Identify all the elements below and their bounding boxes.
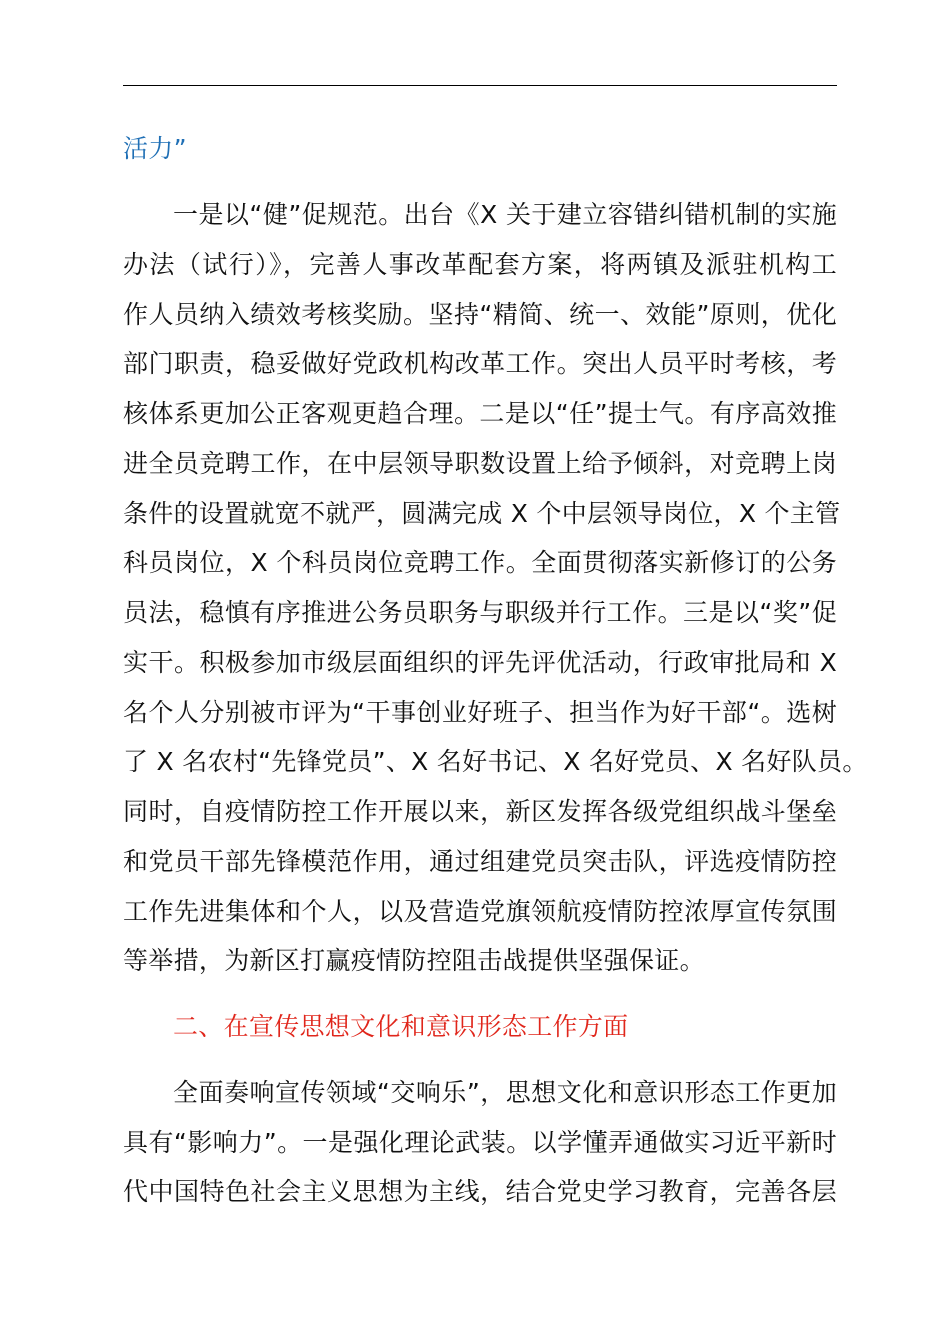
paragraph-1-line: 作人员纳入绩效考核奖励。坚持“精简、统一、效能”原则，优化 [123, 300, 837, 329]
paragraph-1-line: 进全员竞聘工作，在中层领导职数设置上给予倾斜，对竞聘上岗 [123, 449, 837, 478]
paragraph-1-line: 一是以“健”促规范。出台《X 关于建立容错纠错机制的实施 [173, 200, 837, 229]
paragraph-1-line: 工作先进集体和个人，以及营造党旗领航疫情防控浓厚宣传氛围 [123, 897, 837, 926]
paragraph-1-line: 核体系更加公正客观更趋合理。二是以“任”提士气。有序高效推 [123, 399, 837, 428]
paragraph-1-line: 办法（试行）》，完善人事改革配套方案，将两镇及派驻机构工 [123, 250, 837, 279]
paragraph-2-line: 全面奏响宣传领域“交响乐”，思想文化和意识形态工作更加 [173, 1078, 837, 1107]
section-heading: 二、在宣传思想文化和意识形态工作方面 [173, 1012, 629, 1041]
paragraph-1-line: 部门职责，稳妥做好党政机构改革工作。突出人员平时考核，考 [123, 349, 837, 378]
header-rule [123, 85, 837, 86]
paragraph-1-line: 名个人分别被市评为“干事创业好班子、担当作为好干部“。选树 [123, 698, 837, 727]
paragraph-1-line: 员法，稳慎有序推进公务员职务与职级并行工作。三是以“奖”促 [123, 598, 837, 627]
paragraph-1-line: 同时，自疫情防控工作开展以来，新区发挥各级党组织战斗堡垒 [123, 797, 837, 826]
paragraph-1-line: 等举措，为新区打赢疫情防控阻击战提供坚强保证。 [123, 946, 705, 975]
paragraph-1-line: 了 X 名农村“先锋党员”、X 名好书记、X 名好党员、X 名好队员。 [123, 747, 868, 776]
paragraph-1-line: 条件的设置就宽不就严，圆满完成 X 个中层领导岗位，X 个主管 [123, 499, 841, 528]
paragraph-1-line: 和党员干部先锋模范作用，通过组建党员突击队，评选疫情防控 [123, 847, 837, 876]
paragraph-1-line: 科员岗位，X 个科员岗位竞聘工作。全面贯彻落实新修订的公务 [123, 548, 837, 577]
continuation-heading: 活力” [123, 134, 187, 163]
paragraph-2-line: 具有“影响力”。一是强化理论武装。以学懂弄通做实习近平新时 [123, 1128, 837, 1157]
paragraph-1-line: 实干。积极参加市级层面组织的评先评优活动，行政审批局和 X [123, 648, 837, 677]
paragraph-2-line: 代中国特色社会主义思想为主线，结合党史学习教育，完善各层 [123, 1177, 837, 1206]
